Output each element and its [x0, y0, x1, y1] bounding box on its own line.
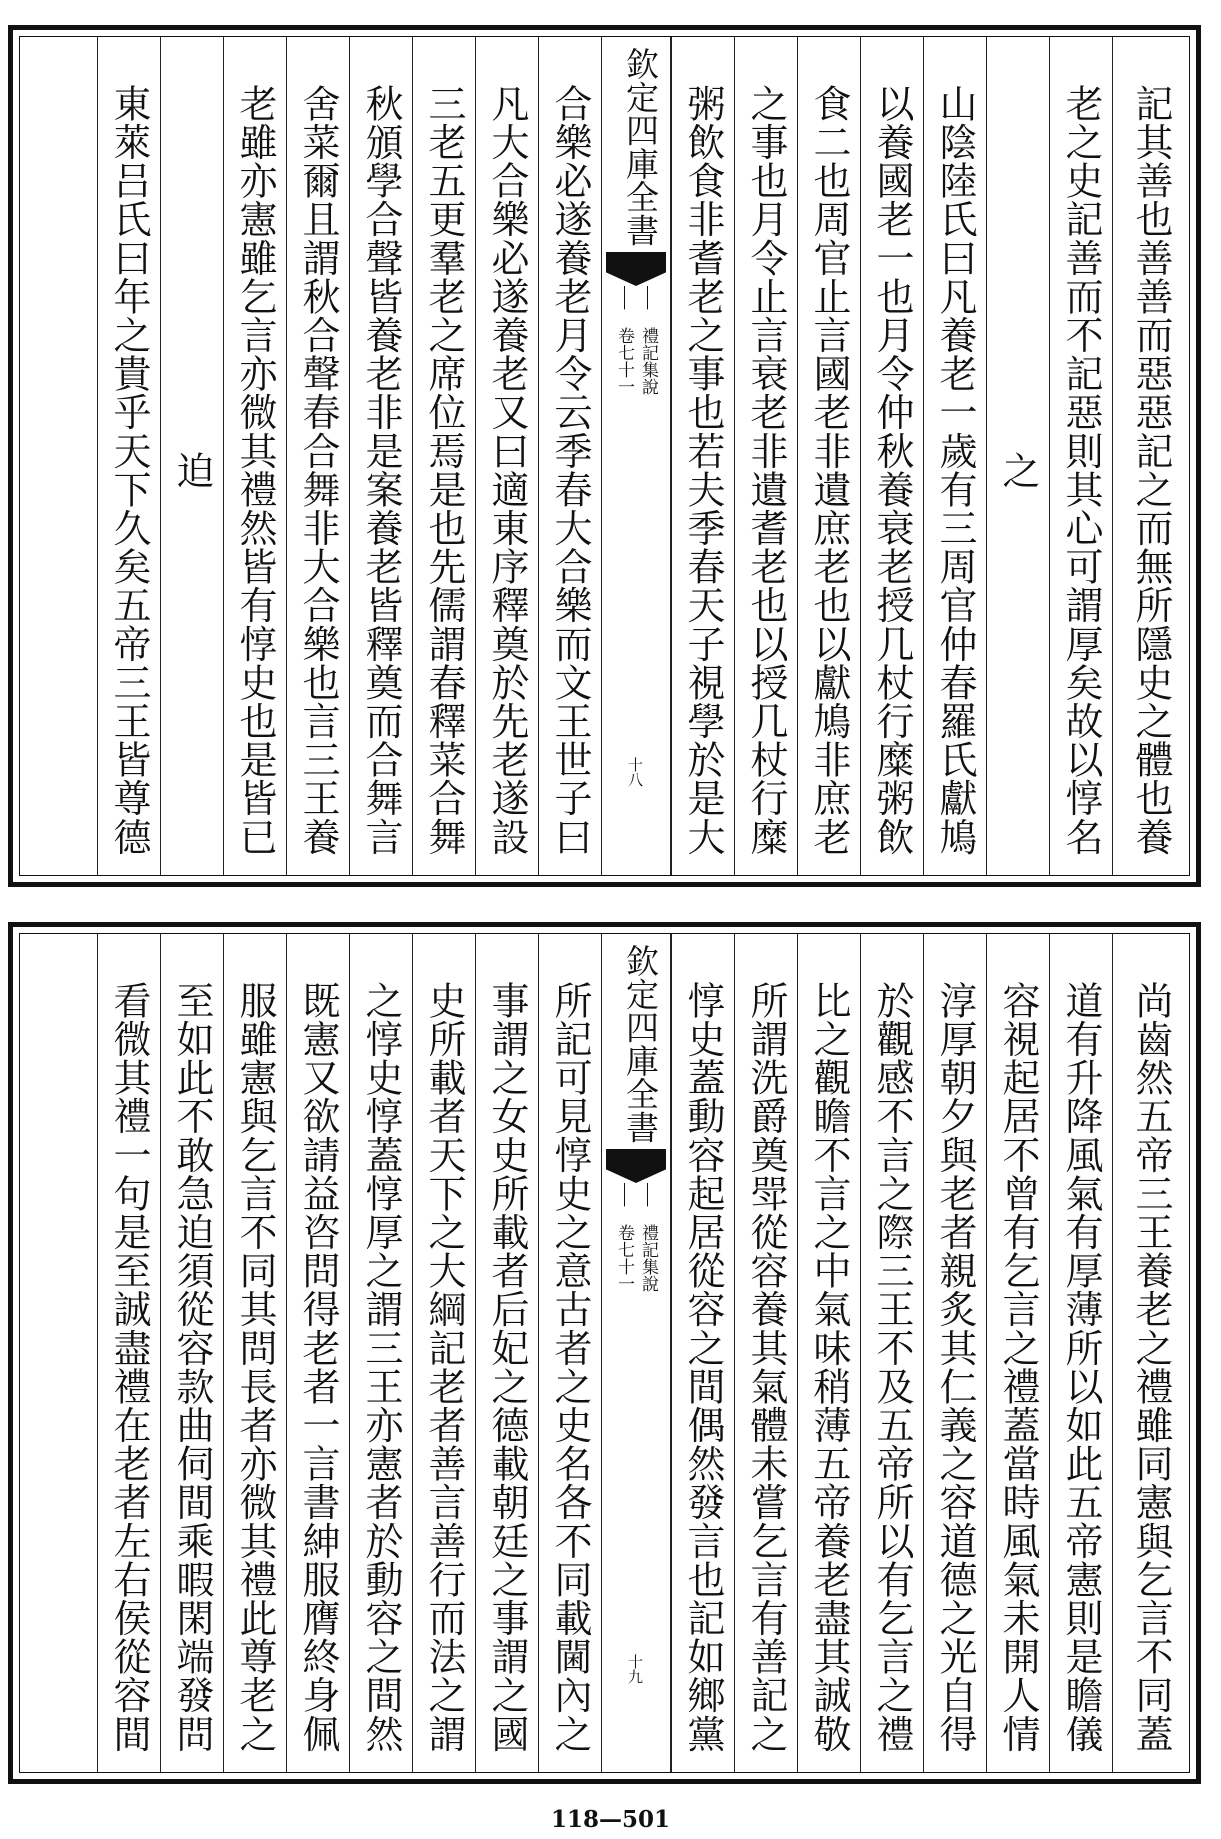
center-fold	[601, 37, 671, 875]
text-column: 之事也月令止言衰老非遺耆老也以授几杖行糜	[734, 37, 797, 875]
book-title: 禮記集說	[638, 327, 658, 395]
text-column: 粥飲食非耆老之事也若夫季春天子視學於是大	[671, 37, 734, 875]
text-column: 容視起居不曾有乞言之禮蓋當時風氣未開人情	[986, 934, 1049, 1772]
fish-tail-ornament	[606, 1149, 666, 1183]
book-title: 禮記集說	[638, 1224, 658, 1292]
text-column: 老之史記善而不記惡則其心可謂厚矣故以惇名	[1049, 37, 1112, 875]
page-frame	[19, 933, 1190, 1773]
page-bottom	[8, 922, 1201, 1784]
text-column: 之	[986, 37, 1049, 875]
text-column: 東萊吕氏曰年之貴乎天下久矣五帝三王皆尊德	[97, 37, 160, 875]
text-column: 之惇史惇蓋惇厚之謂三王亦憲者於動容之間然	[349, 934, 412, 1772]
text-column: 尚齒然五帝三王養老之禮雖同憲與乞言不同蓋	[1112, 934, 1189, 1772]
text-column: 山陰陸氏曰凡養老一歲有三周官仲春羅氏獻鳩	[923, 37, 986, 875]
fish-tail-ornament-lower	[624, 286, 648, 310]
volume-number: 卷七十一	[614, 327, 634, 395]
page-number: 118—501	[550, 1806, 671, 1833]
book-info	[602, 327, 670, 395]
page-top	[8, 25, 1201, 887]
library-title: 欽定四庫全書	[621, 944, 660, 1144]
fish-tail-ornament-lower	[624, 1183, 648, 1207]
text-column: 事謂之女史所載者后妃之德載朝廷之事謂之國	[475, 934, 538, 1772]
text-column: 秋頒學合聲皆養老非是案養老皆釋奠而合舞言	[349, 37, 412, 875]
center-fold	[601, 934, 671, 1772]
text-column: 食二也周官止言國老非遺庶老也以獻鳩非庶老	[797, 37, 860, 875]
text-column: 舍菜爾且謂秋合聲春合舞非大合樂也言三王養	[286, 37, 349, 875]
text-column: 合樂必遂養老月令云季春大合樂而文王世子曰	[538, 37, 601, 875]
text-column: 看微其禮一句是至誠盡禮在老者左右侯從容間	[97, 934, 160, 1772]
text-column: 凡大合樂必遂養老又曰適東序釋奠於先老遂設	[475, 37, 538, 875]
text-column: 既憲又欲請益咨問得老者一言書紳服膺終身佩	[286, 934, 349, 1772]
leaf-number: 十八	[626, 757, 644, 787]
text-column: 迫	[160, 37, 223, 875]
text-column: 以養國老一也月令仲秋養衰老授几杖行糜粥飲	[860, 37, 923, 875]
text-column: 淳厚朝夕與老者親炙其仁義之容道德之光自得	[923, 934, 986, 1772]
text-column: 至如此不敢急迫須從容款曲伺間乘暇閑端發問	[160, 934, 223, 1772]
text-column: 記其善也善善而惡惡記之而無所隱史之體也養	[1112, 37, 1189, 875]
text-column: 比之觀瞻不言之中氣味稍薄五帝養老盡其誠敬	[797, 934, 860, 1772]
text-column: 道有升降風氣有厚薄所以如此五帝憲則是瞻儀	[1049, 934, 1112, 1772]
text-column: 三老五更羣老之席位焉是也先儒謂春釋菜合舞	[412, 37, 475, 875]
leaf-number: 十九	[626, 1654, 644, 1684]
fish-tail-ornament	[606, 252, 666, 286]
library-title: 欽定四庫全書	[621, 47, 660, 247]
book-info	[602, 1224, 670, 1292]
text-column: 所記可見惇史之意古者之史名各不同載閫內之	[538, 934, 601, 1772]
page-frame	[19, 36, 1190, 876]
text-column: 於觀感不言之際三王不及五帝所以有乞言之禮	[860, 934, 923, 1772]
text-column: 史所載者天下之大綱記老者善言善行而法之謂	[412, 934, 475, 1772]
text-column: 老雖亦憲雖乞言亦微其禮然皆有惇史也是皆已	[223, 37, 286, 875]
text-column: 所謂洗爵奠斝從容養其氣體未嘗乞言有善記之	[734, 934, 797, 1772]
text-column: 服雖憲與乞言不同其問長者亦微其禮此尊老之	[223, 934, 286, 1772]
volume-number: 卷七十一	[614, 1224, 634, 1292]
text-column: 惇史蓋動容起居從容之間偶然發言也記如鄉黨	[671, 934, 734, 1772]
